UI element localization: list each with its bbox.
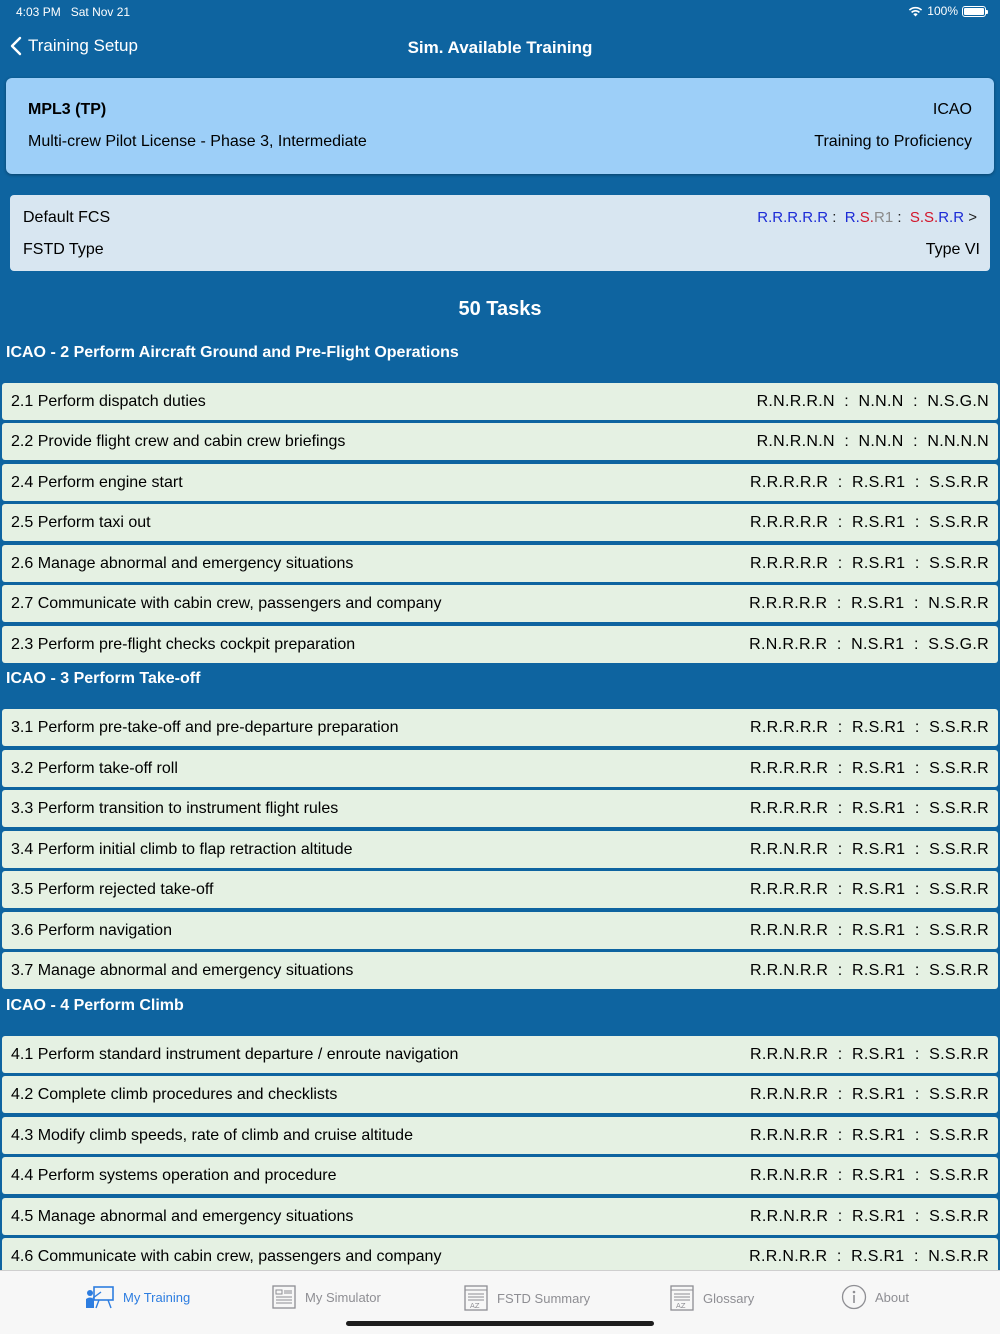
task-row[interactable] [2, 871, 998, 908]
task-code: R.R.R.R.R : R.S.R1 : S.S.R.R [750, 799, 989, 817]
task-code: R.R.N.R.R : R.S.R1 : S.S.R.R [750, 921, 989, 939]
battery-percent: 100% [927, 4, 958, 18]
instructor-board-icon [85, 1284, 115, 1310]
tab-label: My Simulator [305, 1289, 381, 1305]
license-authority: ICAO [932, 101, 972, 118]
task-label: 3.7 Manage abnormal and emergency situations [11, 961, 354, 979]
task-code: R.R.R.R.R : R.S.R1 : S.S.R.R [750, 554, 989, 572]
task-code: R.N.R.N.N : N.N.N : N.N.N.N [756, 432, 989, 450]
task-row[interactable] [2, 709, 998, 746]
task-row[interactable] [2, 912, 998, 949]
task-label: 2.1 Perform dispatch duties [11, 392, 206, 410]
task-code: R.R.R.R.R : R.S.R1 : S.S.R.R [750, 880, 989, 898]
task-label: 3.1 Perform pre-take-off and pre-departure preparation [11, 718, 399, 736]
document-list-icon [271, 1284, 297, 1310]
fcs-code-part2a: R. [844, 209, 860, 226]
task-label: 3.3 Perform transition to instrument flight rules [11, 799, 339, 817]
fcs-code-part2c: R1 [873, 209, 894, 226]
task-row[interactable] [2, 626, 998, 663]
task-label: 4.5 Manage abnormal and emergency situations [11, 1207, 354, 1225]
section-header: ICAO - 2 Perform Aircraft Ground and Pre-Flight Operations [6, 344, 459, 361]
task-row[interactable] [2, 952, 998, 989]
task-label: 4.2 Complete climb procedures and checklists [11, 1085, 338, 1103]
task-code: R.R.N.R.R : R.S.R1 : S.S.R.R [750, 1085, 989, 1103]
az-document-icon [463, 1284, 489, 1312]
task-label: 2.4 Perform engine start [11, 473, 183, 491]
task-code: R.R.N.R.R : R.S.R1 : S.S.R.R [750, 840, 989, 858]
task-row[interactable] [2, 585, 998, 622]
tab-my-training[interactable] [85, 1284, 190, 1310]
task-row[interactable] [2, 464, 998, 501]
task-row[interactable] [2, 831, 998, 868]
task-label: 4.1 Perform standard instrument departure / enroute navigation [11, 1045, 459, 1063]
task-row[interactable] [2, 1157, 998, 1194]
license-subtitle: Multi-crew Pilot License - Phase 3, Intermediate [28, 133, 367, 150]
tab-label: Glossary [703, 1290, 755, 1306]
task-label: 3.2 Perform take-off roll [11, 759, 178, 777]
section-header: ICAO - 4 Perform Climb [6, 997, 184, 1014]
task-label: 3.6 Perform navigation [11, 921, 172, 939]
info-circle-icon [841, 1284, 867, 1310]
status-bar [0, 0, 1000, 24]
fcs-code-part2b: S. [859, 209, 874, 226]
tab-label: FSTD Summary [497, 1290, 591, 1306]
task-label: 2.2 Provide flight crew and cabin crew briefings [11, 432, 346, 450]
az-glossary-icon [669, 1284, 695, 1312]
task-code: R.R.N.R.R : R.S.R1 : S.S.R.R [750, 1126, 989, 1144]
battery-icon [962, 6, 986, 17]
license-title: MPL3 (TP) [28, 101, 107, 118]
task-label: 2.7 Communicate with cabin crew, passengers and company [11, 594, 442, 612]
fcs-code-part3a: S.S. [909, 209, 939, 226]
svg-text:AZ: AZ [676, 1302, 686, 1310]
task-code: R.N.R.R.R : N.S.R1 : S.S.G.R [749, 635, 989, 653]
fcs-code-part1: R.R.R.R.R [757, 209, 829, 226]
task-label: 2.3 Perform pre-flight checks cockpit preparation [11, 635, 356, 653]
section-header: ICAO - 3 Perform Take-off [6, 670, 201, 687]
task-row[interactable] [2, 1198, 998, 1235]
tab-my-simulator[interactable] [271, 1284, 381, 1310]
task-row[interactable] [2, 750, 998, 787]
task-label: 3.4 Perform initial climb to flap retraction altitude [11, 840, 353, 858]
task-code: R.R.R.R.R : R.S.R1 : S.S.R.R [750, 513, 989, 531]
task-code: R.R.N.R.R : R.S.R1 : S.S.R.R [750, 961, 989, 979]
tab-label: About [875, 1289, 909, 1305]
tasks-count: 50 Tasks [458, 298, 542, 320]
task-row[interactable] [2, 790, 998, 827]
home-indicator [346, 1321, 654, 1326]
task-row[interactable] [2, 1117, 998, 1154]
task-code: R.R.N.R.R : R.S.R1 : S.S.R.R [750, 1166, 989, 1184]
fcs-sep2: : [897, 209, 902, 226]
status-time: 4:03 PM Sat Nov 21 [16, 5, 131, 19]
task-code: R.R.N.R.R : R.S.R1 : S.S.R.R [750, 1207, 989, 1225]
chevron-right-icon: > [968, 209, 977, 226]
task-code: R.R.R.R.R : R.S.R1 : N.S.R.R [749, 594, 989, 612]
task-row[interactable] [2, 504, 998, 541]
task-row[interactable] [2, 1036, 998, 1073]
status-right [908, 4, 986, 18]
task-code: R.R.N.R.R : R.S.R1 : S.S.R.R [750, 1045, 989, 1063]
page-title: Sim. Available Training [407, 38, 593, 57]
fcs-sep1: : [832, 209, 837, 226]
tab-glossary[interactable] [669, 1284, 754, 1312]
default-fcs-value[interactable] [757, 209, 977, 226]
wifi-icon [908, 6, 923, 17]
task-label: 4.6 Communicate with cabin crew, passengers and company [11, 1247, 442, 1265]
license-training-type: Training to Proficiency [814, 133, 972, 150]
fcs-code-part3b: R.R [938, 209, 965, 226]
tab-fstd-summary[interactable] [463, 1284, 590, 1312]
task-label: 4.3 Modify climb speeds, rate of climb and cruise altitude [11, 1126, 413, 1144]
task-row[interactable] [2, 423, 998, 460]
task-code: R.R.R.R.R : R.S.R1 : S.S.R.R [750, 473, 989, 491]
nav-bar [0, 24, 1000, 72]
task-label: 3.5 Perform rejected take-off [11, 880, 214, 898]
task-label: 2.6 Manage abnormal and emergency situations [11, 554, 354, 572]
license-card [6, 78, 994, 174]
tab-about[interactable] [841, 1284, 909, 1310]
task-row[interactable] [2, 383, 998, 420]
tab-label: My Training [123, 1289, 191, 1305]
task-row[interactable] [2, 1076, 998, 1113]
task-code: R.R.N.R.R : R.S.R1 : N.S.R.R [749, 1247, 989, 1265]
fstd-type-label: FSTD Type [23, 241, 104, 258]
fstd-type-value: Type VI [925, 241, 980, 258]
task-code: R.R.R.R.R : R.S.R1 : S.S.R.R [750, 759, 989, 777]
default-fcs-label: Default FCS [23, 209, 111, 226]
svg-text:AZ: AZ [470, 1302, 480, 1310]
back-button-label: Training Setup [28, 36, 138, 55]
task-row[interactable] [2, 545, 998, 582]
fcs-card [10, 195, 990, 271]
task-label: 4.4 Perform systems operation and procedure [11, 1166, 337, 1184]
task-code: R.R.R.R.R : R.S.R1 : S.S.R.R [750, 718, 989, 736]
task-label: 2.5 Perform taxi out [11, 513, 151, 531]
task-code: R.N.R.R.N : N.N.N : N.S.G.N [756, 392, 989, 410]
